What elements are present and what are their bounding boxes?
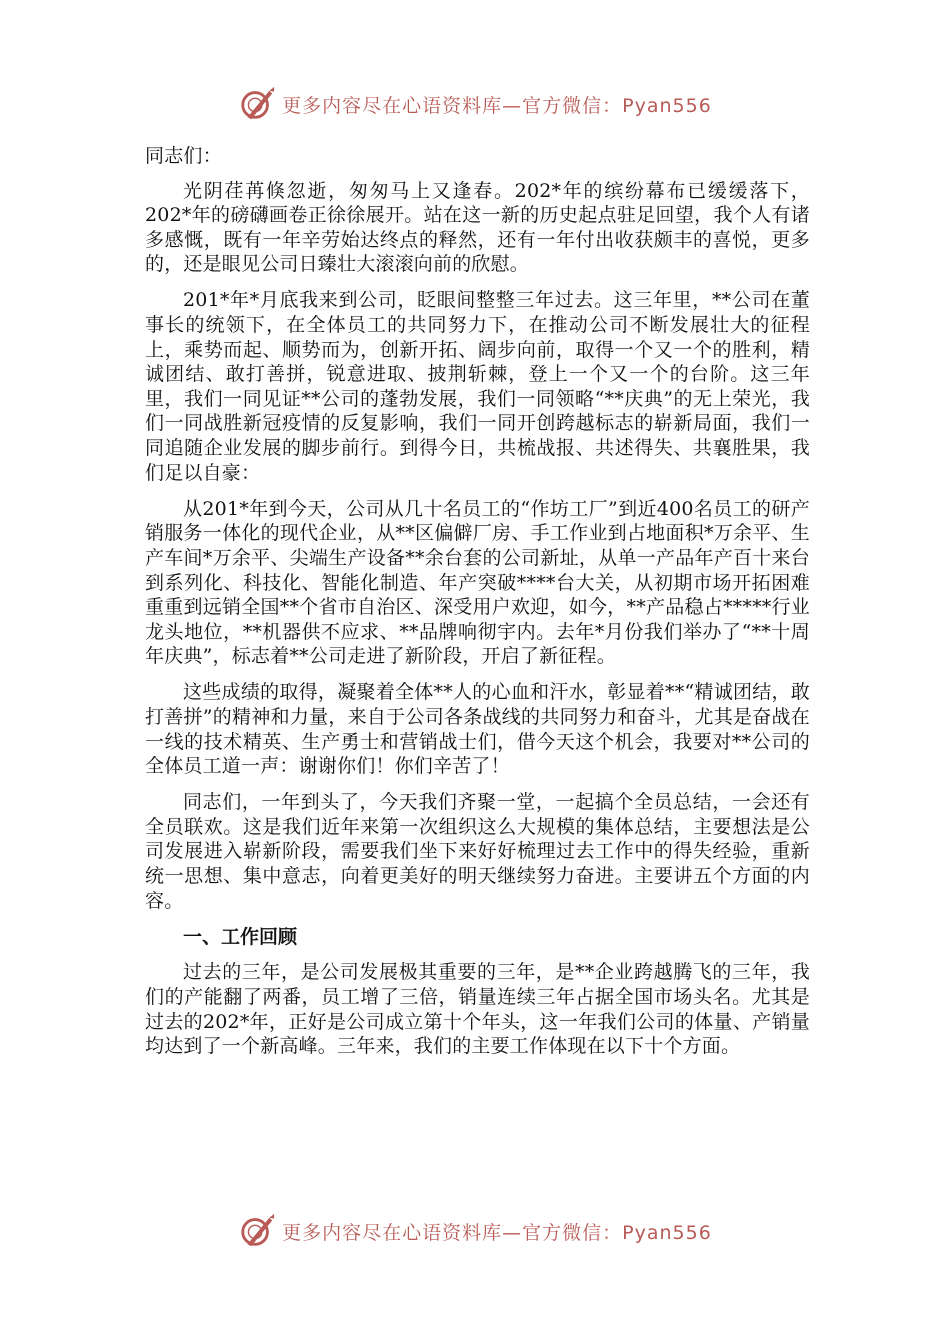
paragraph-4: 这些成绩的取得，凝聚着全体**人的心血和汗水，彰显着**“精诚团结，敢打善拼”的精神和力量，来自于公司各条战线的共同努力和奋斗，尤其是奋战在一线的技术精英、生产勇士和营销战士们，借今天这个机会，我要对**公司的全体员工道一声：谢谢你们！你们辛苦了！ xyxy=(145,681,810,778)
watermark-banner-bottom xyxy=(0,1211,950,1251)
pen-circle-logo-icon xyxy=(238,85,276,123)
document-body xyxy=(145,144,810,1070)
section-paragraph: 过去的三年，是公司发展极其重要的三年，是**企业跨越腾飞的三年，我们的产能翻了两番，员工增了三倍，销量连续三年占据全国市场头名。尤其是过去的202*年，正好是公司成立第十个年头，这一年我们公司的体量、产销量均达到了一个新高峰。三年来，我们的主要工作体现在以下十个方面。 xyxy=(145,961,810,1058)
paragraph-3: 从201*年到今天，公司从几十名员工的“作坊工厂”到近400名员工的研产销服务一体化的现代企业，从**区偏僻厂房、手工作业到占地面积*万余平、生产车间*万余平、尖端生产设备**余台套的公司新址，从单一产品年产百十来台到系列化、科技化、智能化制造、年产突破****台大关，从初期市场开拓困难重重到远销全国**个省市自治区、深受用户欢迎，如今，**产品稳占*****行业龙头地位，**机器供不应求、**品牌响彻宇内。去年*月份我们举办了“**十周年庆典”，标志着**公司走进了新阶段，开启了新征程。 xyxy=(145,497,810,668)
paragraph-1: 光阴荏苒倏忽逝，匆匆马上又逢春。202*年的缤纷幕布已缓缓落下，202*年的磅礴画卷正徐徐展开。站在这一新的历史起点驻足回望，我个人有诸多感慨，既有一年辛劳始达终点的释然，还有一年付出收获颇丰的喜悦，更多的，还是眼见公司日臻壮大滚滚向前的欣慰。 xyxy=(145,179,810,276)
section-heading: 一、工作回顾 xyxy=(183,925,298,948)
salutation: 同志们： xyxy=(145,145,222,167)
paragraph-2: 201*年*月底我来到公司，眨眼间整整三年过去。这三年里，**公司在董事长的统领下，在全体员工的共同努力下，在推动公司不断发展壮大的征程上，乘势而起、顺势而为，创新开拓、阔步向前，取得一个又一个的胜利，精诚团结、敢打善拼，锐意进取、披荆斩棘，登上一个又一个的台阶。这三年里，我们一同见证**公司的蓬勃发展，我们一同领略“**庆典”的无上荣光，我们一同战胜新冠疫情的反复影响，我们一同开创跨越标志的崭新局面，我们一同追随企业发展的脚步前行。到得今日，共梳战报、共述得失、共襄胜果，我们足以自豪： xyxy=(145,289,810,484)
pen-circle-logo-icon xyxy=(238,1212,276,1250)
watermark-text-bottom: 更多内容尽在心语资料库—官方微信：Pyan556 xyxy=(282,1221,712,1244)
watermark-text-top: 更多内容尽在心语资料库—官方微信：Pyan556 xyxy=(282,94,712,117)
paragraph-5: 同志们，一年到头了，今天我们齐聚一堂，一起搞个全员总结，一会还有全员联欢。这是我们近年来第一次组织这么大规模的集体总结，主要想法是公司发展进入崭新阶段，需要我们坐下来好好梳理过去工作中的得失经验，重新统一思想、集中意志，向着更美好的明天继续努力奋进。主要讲五个方面的内容。 xyxy=(145,791,810,912)
watermark-banner-top xyxy=(0,84,950,124)
